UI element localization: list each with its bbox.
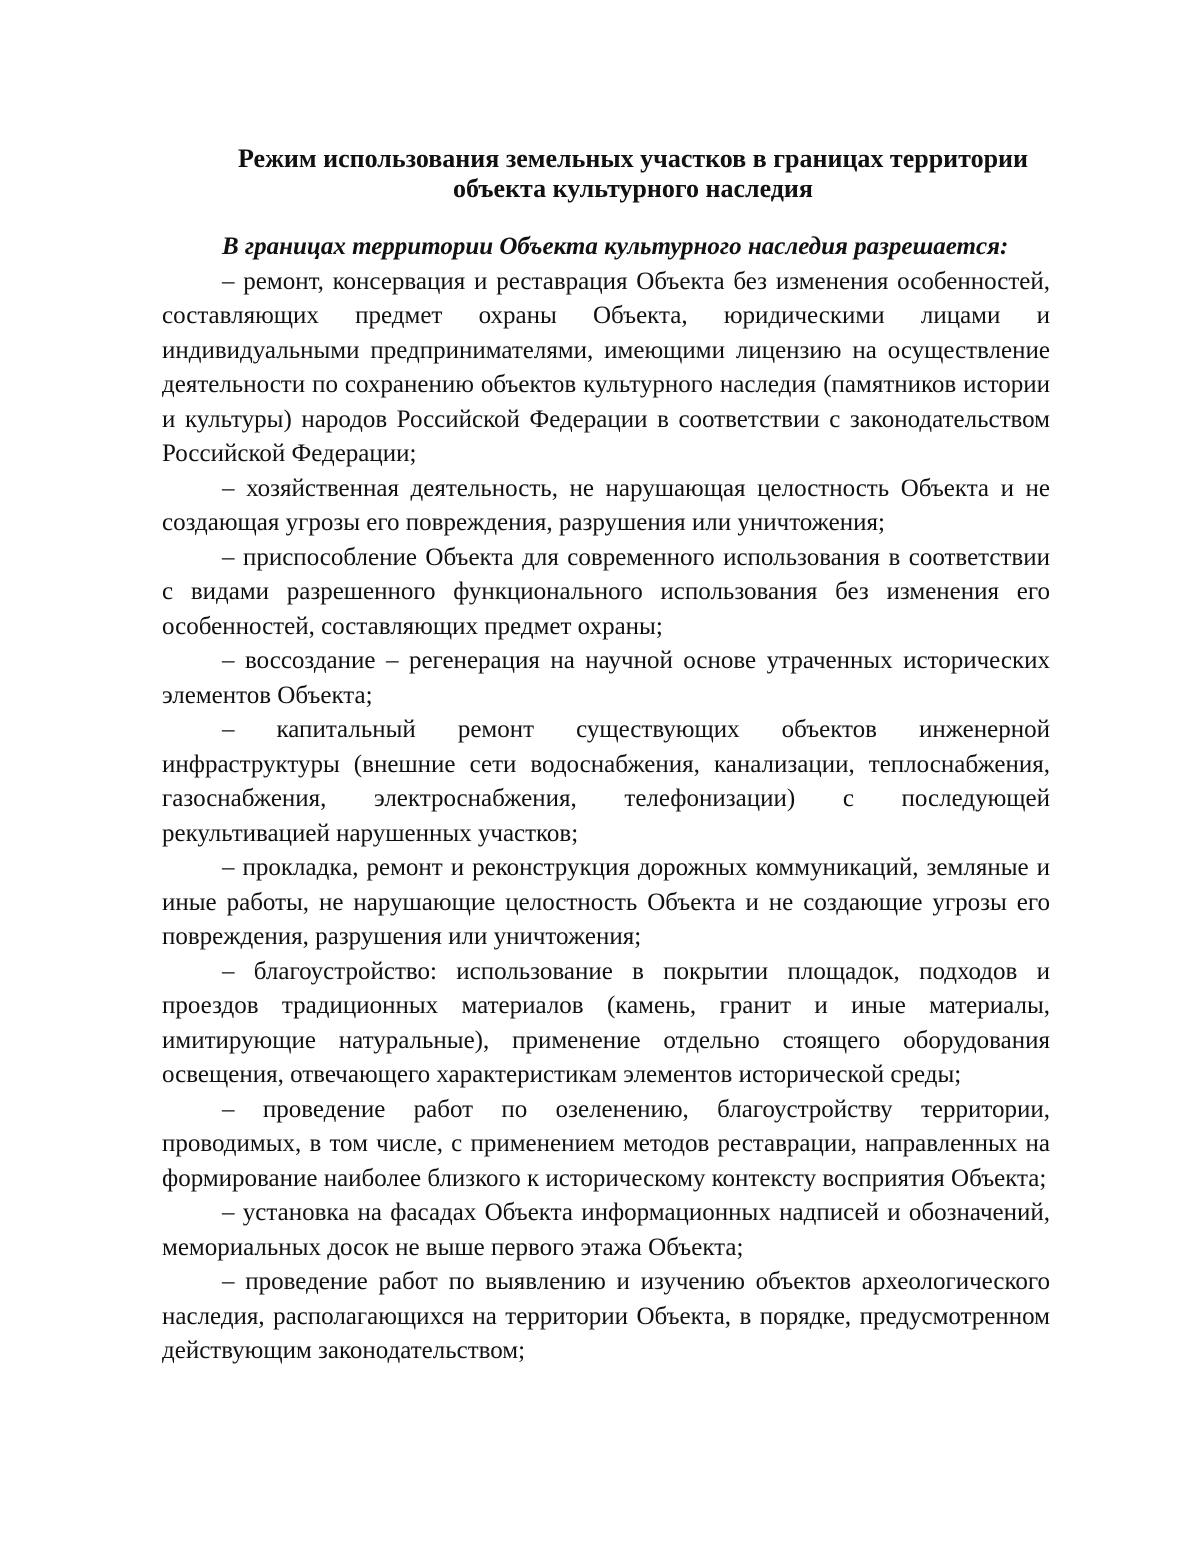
list-item: – проведение работ по озеленению, благоустройству территории, проводимых, в том числе, с применением методов реставрации, направленных на формирование наиболее близкого к историческому контексту восприятия Объекта; (162, 1095, 1050, 1192)
list-item: – капитальный ремонт существующих объектов инженерной инфраструктуры (внешние сети водоснабжения, канализации, теплоснабжения, газоснабжения, электроснабжения, телефонизации) с последующей рекультивацией нарушенных участков; (162, 716, 1050, 847)
lead-paragraph: В границах территории Объекта культурного наследия разрешается: (222, 233, 1009, 260)
document-title (160, 144, 1106, 204)
list-item: – прокладка, ремонт и реконструкция дорожных коммуникаций, земляные и иные работы, не нарушающие целостность Объекта и не создающие угрозы его повреждения, разрушения или уничтожения; (162, 854, 1050, 950)
list-item: – хозяйственная деятельность, не нарушающая целостность Объекта и не создающая угрозы его повреждения, разрушения или уничтожения; (162, 474, 1050, 536)
list-item: – ремонт, консервация и реставрация Объекта без изменения особенностей, составляющих предмет охраны Объекта, юридическими лицами и индивидуальными предпринимателями, имеющими лицензию на осуществление деятельности по сохранению объектов культурного наследия (памятников истории и культуры) народов Российской Федерации в соответствии с законодательством Российской Федерации; (162, 267, 1050, 467)
title-line-1: Режим использования земельных участков в границах территории (237, 144, 1028, 173)
list-item: – проведение работ по выявлению и изучению объектов археологического наследия, располагающихся на территории Объекта, в порядке, предусмотренном действующим законодательством; (162, 1268, 1050, 1364)
title-line-2: объекта культурного наследия (453, 174, 813, 203)
document-body (162, 230, 1050, 1369)
list-item: – воссоздание – регенерация на научной основе утраченных исторических элементов Объекта; (162, 647, 1050, 709)
list-item: – установка на фасадах Объекта информационных надписей и обозначений, мемориальных досок не выше первого этажа Объекта; (162, 1199, 1050, 1261)
list-item: – благоустройство: использование в покрытии площадок, подходов и проездов традиционных материалов (камень, гранит и иные материалы, имитирующие натуральные), применение отдельно стоящего оборудования освещения, отвечающего характеристикам элементов исторической среды; (162, 957, 1050, 1088)
list-item: – приспособление Объекта для современного использования в соответствии с видами разрешенного функционального использования без изменения его особенностей, составляющих предмет охраны; (162, 543, 1050, 640)
